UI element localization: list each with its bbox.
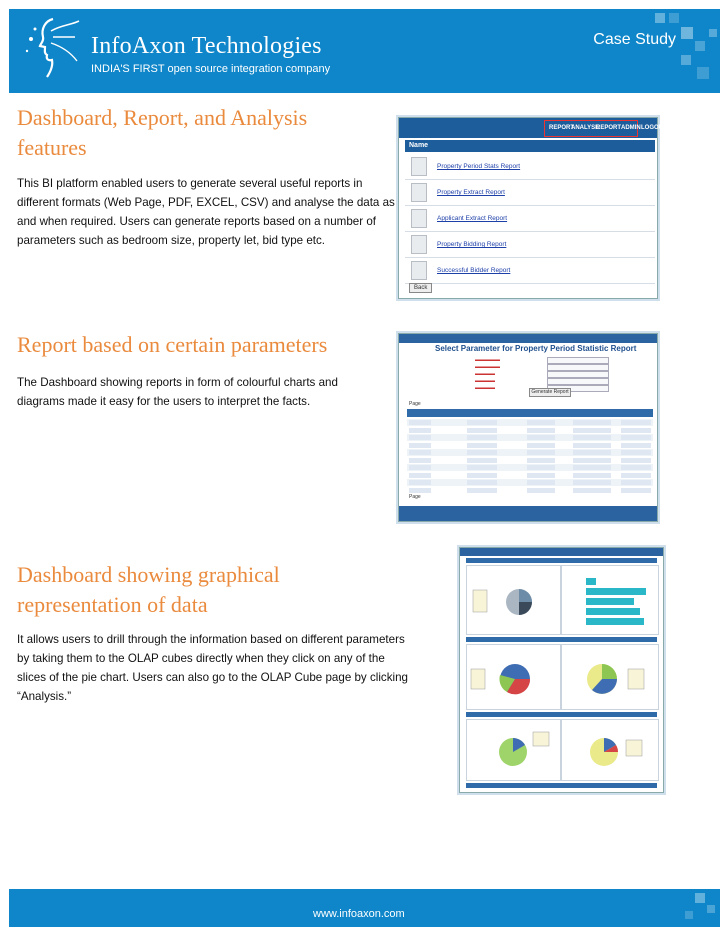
pie-chart <box>467 720 560 780</box>
table-cell <box>527 465 555 470</box>
table-cell <box>573 443 611 448</box>
person-profile-icon <box>23 13 83 89</box>
nav-item: REPORT <box>549 125 575 131</box>
nav-item: ADMIN <box>621 125 641 131</box>
bar <box>586 588 646 595</box>
panel-title-bar <box>466 558 657 563</box>
screenshot-title: Select Parameter for Property Period Statistic Report <box>435 344 637 353</box>
table-row <box>407 442 653 449</box>
table-cell <box>621 458 651 463</box>
table-cell <box>527 435 555 440</box>
pie-chart <box>562 720 658 780</box>
company-tagline: INDIA'S FIRST open source integration company <box>91 63 331 75</box>
section-title-parameters: Report based on certain parameters <box>17 332 328 357</box>
nav-item: LOGOUT <box>641 125 667 131</box>
document-icon <box>411 157 427 176</box>
decor-square <box>655 13 665 23</box>
pie-chart <box>467 645 560 709</box>
table-cell <box>621 488 651 493</box>
website-link[interactable]: www.infoaxon.com <box>313 908 405 920</box>
bar-chart-panel <box>561 565 659 635</box>
bar <box>586 618 644 625</box>
table-cell <box>527 428 555 433</box>
table-cell <box>573 480 611 485</box>
section-body-graphical: It allows users to drill through the information based on different parameters by taking them to the OLAP cubes directly when they click on any of the slices of the pie chart. Users can also go to the OLAP Cube page by clicking “Analysis.” <box>17 633 408 703</box>
list-item <box>405 206 655 232</box>
report-link: Property Extract Report <box>437 189 505 196</box>
document-icon <box>411 235 427 254</box>
screenshot-footer <box>466 783 657 788</box>
form-field <box>547 371 609 378</box>
form-field <box>547 378 609 385</box>
pie-chart <box>562 645 658 709</box>
generate-report-button: Generate Report <box>529 388 571 397</box>
section-body-parameters: The Dashboard showing reports in form of colourful charts and diagrams made it easy for the users to interpret the facts. <box>17 376 338 408</box>
table-cell <box>467 420 497 425</box>
table-cell <box>409 435 431 440</box>
table-cell <box>467 473 497 478</box>
table-cell <box>573 458 611 463</box>
table-row <box>407 479 653 486</box>
table-cell <box>573 428 611 433</box>
table-cell <box>527 450 555 455</box>
table-cell <box>467 458 497 463</box>
decor-square <box>695 41 705 51</box>
form-label: ▬▬▬▬ <box>475 378 495 384</box>
table-row <box>407 472 653 479</box>
pie-chart-panel <box>466 565 561 635</box>
table-cell <box>527 420 555 425</box>
table-header: Name <box>405 140 655 152</box>
report-link: Property Period Stats Report <box>437 163 521 170</box>
page-label: Page <box>409 494 421 500</box>
document-icon <box>411 183 427 202</box>
table-row <box>407 487 653 494</box>
pie-chart <box>467 566 560 634</box>
decor-square <box>681 27 693 39</box>
table-cell <box>409 450 431 455</box>
form-field <box>547 364 609 371</box>
pie-chart-panel <box>561 719 659 781</box>
form-label: ▬▬▬▬▬ <box>475 364 500 370</box>
table-cell <box>467 435 497 440</box>
table-cell <box>409 428 431 433</box>
decor-square <box>695 893 705 903</box>
table-cell <box>621 443 651 448</box>
section-title-features: Dashboard, Report, and Analysis features <box>17 105 308 160</box>
table-cell <box>573 420 611 425</box>
table-cell <box>527 473 555 478</box>
report-link: Property Bidding Report <box>437 241 507 248</box>
panel-title-bar <box>466 637 657 642</box>
page-label: Page <box>409 401 421 407</box>
table-cell <box>409 420 431 425</box>
pie-chart-panel <box>466 644 561 710</box>
table-cell <box>527 458 555 463</box>
header-banner <box>9 9 720 93</box>
table-cell <box>527 480 555 485</box>
table-cell <box>621 428 651 433</box>
back-button: Back <box>409 283 432 293</box>
bar <box>586 598 634 605</box>
table-cell <box>621 420 651 425</box>
screenshot-footer <box>399 506 657 521</box>
form-label: ▬▬▬▬ <box>475 371 495 377</box>
footer-banner <box>9 889 720 927</box>
decor-square <box>709 29 717 37</box>
dashboard-charts-screenshot <box>459 547 664 793</box>
table-cell <box>573 488 611 493</box>
case-study-badge: Case Study <box>593 31 676 48</box>
report-link: Successful Bidder Report <box>437 267 511 274</box>
table-row <box>407 419 653 426</box>
table-cell <box>409 488 431 493</box>
section-body-features: This BI platform enabled users to generate several useful reports in different formats (Web Page, PDF, EXCEL, CSV) and analyse the data as and when required. Users can generate reports based on a number of parameters such as bedroom size, property let, bid type etc. <box>17 177 395 247</box>
list-item <box>405 154 655 180</box>
table-cell <box>527 488 555 493</box>
parameter-report-screenshot <box>398 333 658 522</box>
pie-chart-panel <box>561 644 659 710</box>
table-cell <box>621 450 651 455</box>
table-cell <box>467 450 497 455</box>
table-row <box>407 449 653 456</box>
table-row <box>407 457 653 464</box>
table-row <box>407 427 653 434</box>
table-cell <box>621 473 651 478</box>
form-field <box>547 357 609 364</box>
decor-square <box>697 67 709 79</box>
decor-square <box>669 13 679 23</box>
table-cell <box>409 465 431 470</box>
table-cell <box>467 443 497 448</box>
form-label: ▬▬▬▬▬ <box>475 357 500 363</box>
table-cell <box>409 473 431 478</box>
table-cell <box>527 443 555 448</box>
table-cell <box>621 480 651 485</box>
document-icon <box>411 261 427 280</box>
table-cell <box>573 473 611 478</box>
nav-item: REPORT <box>596 125 622 131</box>
table-cell <box>409 458 431 463</box>
table-cell <box>467 465 497 470</box>
report-link: Applicant Extract Report <box>437 215 508 222</box>
list-item <box>405 258 655 284</box>
results-table-header <box>407 409 653 417</box>
section-title-graphical: Dashboard showing graphical representation of data <box>17 562 280 617</box>
table-cell <box>467 488 497 493</box>
table-cell <box>621 435 651 440</box>
nav-item: ANALYSE <box>571 125 600 131</box>
document-icon <box>411 209 427 228</box>
panel-title-bar <box>466 712 657 717</box>
pie-chart-panel <box>466 719 561 781</box>
table-cell <box>409 480 431 485</box>
decor-square <box>685 911 693 919</box>
table-cell <box>573 435 611 440</box>
report-list-screenshot <box>398 117 667 299</box>
table-cell <box>467 480 497 485</box>
form-label: ▬▬▬▬ <box>475 385 495 391</box>
table-cell <box>621 465 651 470</box>
decor-square <box>707 905 715 913</box>
table-row <box>407 434 653 441</box>
table-cell <box>573 450 611 455</box>
bar <box>586 608 640 615</box>
bar <box>586 578 596 585</box>
company-name: InfoAxon Technologies <box>91 33 322 59</box>
table-cell <box>573 465 611 470</box>
table-cell <box>409 443 431 448</box>
screenshot-nav-bar <box>399 334 657 343</box>
list-item <box>405 232 655 258</box>
decor-square <box>681 55 691 65</box>
table-cell <box>467 428 497 433</box>
screenshot-nav-bar <box>460 548 663 556</box>
table-row <box>407 464 653 471</box>
list-item <box>405 180 655 206</box>
